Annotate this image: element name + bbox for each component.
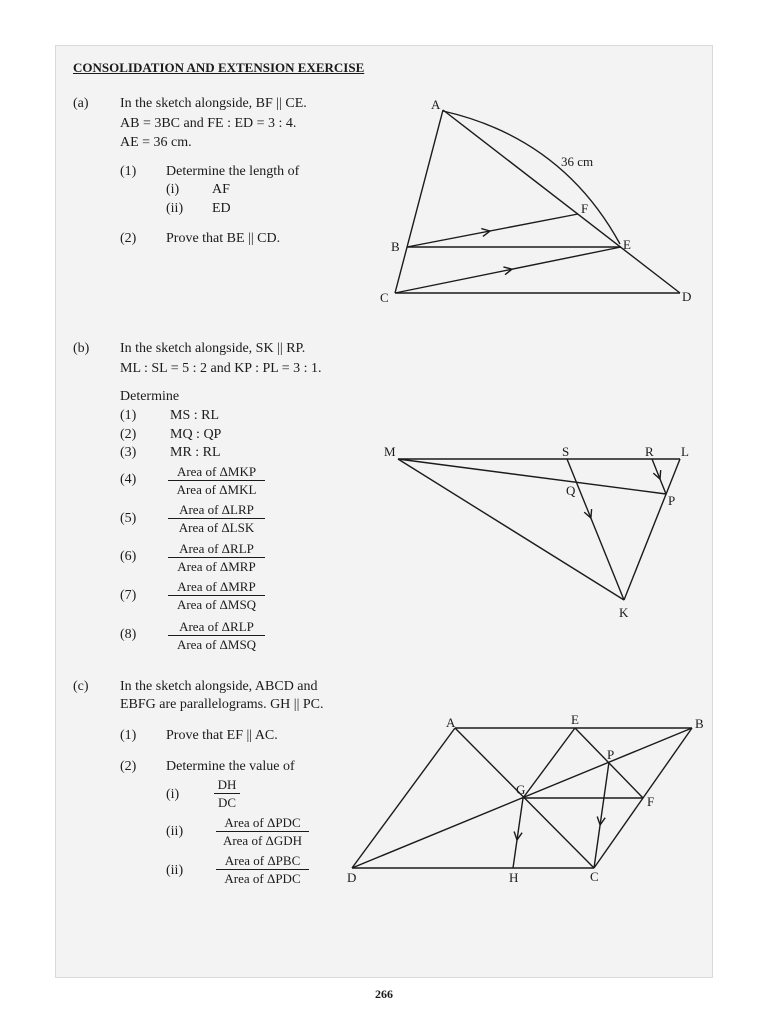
- part-a-q1-sub-ii-number: (ii): [166, 201, 184, 216]
- measure-label-ae: 36 cm: [561, 154, 594, 169]
- line-rp: [652, 459, 666, 494]
- line-sk: [567, 459, 624, 600]
- part-b-q7-number: (7): [120, 588, 137, 603]
- part-c-q2-sub-i-number: (i): [166, 787, 180, 802]
- point-label-a: A: [446, 715, 456, 730]
- point-label-k: K: [619, 605, 629, 620]
- point-label-a: A: [431, 97, 441, 112]
- part-c-intro-line-2: EBFG are parallelograms. GH || PC.: [120, 697, 324, 712]
- part-b-label: (b): [73, 341, 90, 356]
- part-c-q2-text: Determine the value of: [166, 759, 295, 774]
- point-label-s: S: [562, 444, 570, 459]
- diagram-b: [384, 444, 689, 620]
- point-label-g: G: [516, 782, 526, 797]
- part-a-intro-line-2: AB = 3BC and FE : ED = 3 : 4.: [120, 116, 297, 131]
- part-b-q3-text: MR : RL: [170, 445, 221, 460]
- part-b-q4-number: (4): [120, 472, 137, 487]
- fraction-numerator: DH: [214, 776, 240, 794]
- part-a-q2-text: Prove that BE || CD.: [166, 231, 281, 246]
- fraction-numerator: Area of ΔRLP: [168, 540, 265, 558]
- point-label-c: C: [380, 290, 389, 305]
- part-a-intro-line-1: In the sketch alongside, BF || CE.: [120, 96, 307, 111]
- part-a-q1-sub-ii-text: ED: [212, 201, 231, 216]
- point-label-h: H: [509, 870, 519, 885]
- part-b-q6-number: (6): [120, 549, 137, 564]
- fraction-numerator: Area of ΔPBC: [216, 852, 309, 870]
- fraction-numerator: Area of ΔLRP: [168, 501, 265, 519]
- point-label-p: P: [668, 493, 676, 508]
- part-a-q1-sub-i-number: (i): [166, 182, 180, 197]
- point-label-f: F: [581, 201, 589, 216]
- point-label-r: R: [645, 444, 654, 459]
- line-ce: [395, 247, 621, 293]
- part-c-q2-sub-ii-number: (ii): [166, 824, 184, 839]
- exercise-title: CONSOLIDATION AND EXTENSION EXERCISE: [73, 60, 365, 75]
- point-label-l: L: [681, 444, 689, 459]
- fraction-denominator: DC: [217, 795, 237, 810]
- point-label-q: Q: [566, 483, 576, 498]
- part-c-q1-text: Prove that EF || AC.: [166, 728, 278, 743]
- point-label-e: E: [623, 237, 631, 252]
- part-c-label: (c): [73, 679, 89, 694]
- part-b-intro-line-2: ML : SL = 5 : 2 and KP : PL = 3 : 1.: [120, 361, 322, 376]
- fraction-denominator: Area of ΔMRP: [177, 559, 256, 574]
- part-c-intro-line-1: In the sketch alongside, ABCD and: [120, 679, 318, 694]
- part-b-q5-number: (5): [120, 511, 137, 526]
- part-b-intro-line-1: In the sketch alongside, SK || RP.: [120, 341, 306, 356]
- fraction-numerator: Area of ΔRLP: [168, 618, 265, 636]
- part-b-q2-text: MQ : QP: [170, 427, 222, 442]
- point-label-b: B: [391, 239, 400, 254]
- line-mp: [398, 459, 666, 494]
- point-label-m: M: [384, 444, 396, 459]
- page-number: 266: [375, 987, 393, 1001]
- line-ac: [395, 110, 443, 293]
- part-c-q2-number: (2): [120, 759, 137, 774]
- line-ad: [443, 110, 680, 293]
- point-label-f: F: [647, 794, 655, 809]
- part-b-q1-number: (1): [120, 408, 137, 423]
- point-label-e: E: [571, 712, 579, 727]
- part-a-intro-line-3: AE = 36 cm.: [120, 135, 192, 150]
- point-label-b: B: [695, 716, 704, 731]
- fraction-numerator: Area of ΔMRP: [168, 578, 265, 596]
- line-pc: [594, 762, 609, 868]
- point-label-d: D: [347, 870, 357, 885]
- fraction-denominator: Area of ΔMSQ: [176, 597, 257, 612]
- part-a-q1-sub-i-text: AF: [212, 182, 230, 197]
- line-mk: [398, 459, 624, 600]
- part-a-q2-number: (2): [120, 231, 137, 246]
- part-b-q1-text: MS : RL: [170, 408, 220, 423]
- part-a-q1-text: Determine the length of: [166, 164, 300, 179]
- point-label-c: C: [590, 869, 599, 884]
- part-b-q8-number: (8): [120, 627, 137, 642]
- part-b-q2-number: (2): [120, 427, 137, 442]
- part-c-q1-number: (1): [120, 728, 137, 743]
- part-c-q2-sub-iii-number: (ii): [166, 863, 184, 878]
- fraction-denominator: Area of ΔGDH: [222, 833, 303, 848]
- fraction-denominator: Area of ΔMSQ: [176, 637, 257, 652]
- point-label-p: P: [607, 747, 615, 762]
- fraction-denominator: Area of ΔLSK: [178, 520, 255, 535]
- line-kl: [624, 459, 680, 600]
- point-label-d: D: [682, 289, 692, 304]
- part-b-prompt: Determine: [120, 389, 180, 404]
- fraction-denominator: Area of ΔMKL: [176, 482, 257, 497]
- fraction-numerator: Area of ΔMKP: [168, 463, 265, 481]
- fraction-numerator: Area of ΔPDC: [216, 814, 309, 832]
- part-a-q1-number: (1): [120, 164, 137, 179]
- diagram-c: [347, 712, 704, 885]
- part-b-q3-number: (3): [120, 445, 137, 460]
- diagram-a: [380, 97, 691, 305]
- fraction-denominator: Area of ΔPDC: [224, 871, 301, 886]
- part-a-label: (a): [73, 96, 89, 111]
- line-bf: [407, 214, 578, 247]
